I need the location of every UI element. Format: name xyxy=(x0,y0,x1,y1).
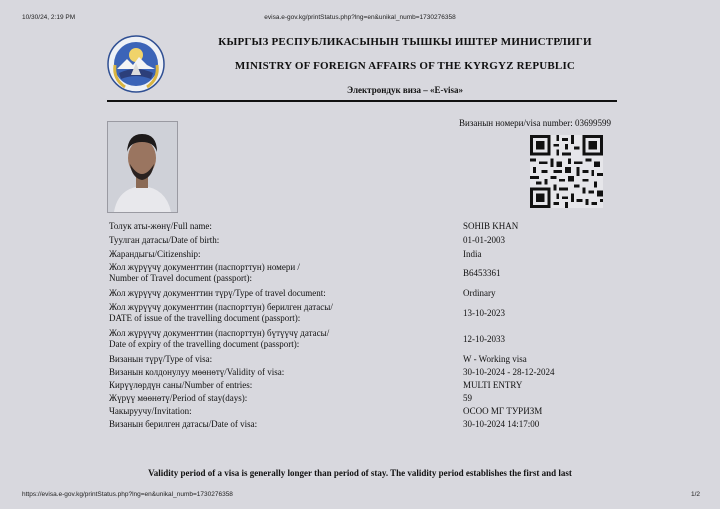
field-label: Жол жүрүүчү документтин түрү/Type of travel document: xyxy=(109,288,326,298)
field-label: Жол жүрүүчү документтин (паспорттун) бүтүүчү датасы/ xyxy=(109,328,330,338)
field-value: Ordinary xyxy=(463,288,496,298)
field-label: Визанын колдонулуу мөөнөтү/Validity of visa: xyxy=(109,367,285,377)
field-date-of-birth xyxy=(109,235,629,249)
print-header xyxy=(0,14,720,26)
field-value: 59 xyxy=(463,393,472,403)
field-label: Кирүүлөрдүн саны/Number of entries: xyxy=(109,380,253,390)
applicant-photo xyxy=(107,121,178,213)
field-invitation xyxy=(109,406,629,419)
field-label: Жол жүрүүчү документтин (паспорттун) номери / xyxy=(109,262,300,272)
field-visa-type xyxy=(109,354,629,367)
field-value: 13-10-2023 xyxy=(463,308,505,318)
field-value: 30-10-2024 14:17:00 xyxy=(463,419,540,429)
field-label: Толук аты-жөнү/Full name: xyxy=(109,221,212,231)
field-number-of-entries xyxy=(109,380,629,393)
ministry-title-kyrgyz: КЫРГЫЗ РЕСПУБЛИКАСЫНЫН ТЫШКЫ ИШТЕР МИНИСТРЛИГИ xyxy=(218,36,592,48)
field-passport-expiry-date xyxy=(109,328,629,354)
field-visa-validity xyxy=(109,367,629,380)
field-value: 12-10-2033 xyxy=(463,334,505,344)
field-label: Визанын берилген датасы/Date of visa: xyxy=(109,419,258,429)
validity-note: Validity period of a visa is generally longer than period of stay. The validity period establishes the first and last xyxy=(148,468,572,478)
field-label: Чакыруучу/Invitation: xyxy=(109,406,192,416)
field-period-of-stay xyxy=(109,393,629,406)
page-number: 1/2 xyxy=(690,491,700,498)
field-value: 01-01-2003 xyxy=(463,235,505,245)
field-value: W - Working visa xyxy=(463,354,527,364)
field-label-line2: Number of Travel document (passport): xyxy=(109,273,252,283)
print-footer-url: https://evisa.e-gov.kg/printStatus.php?lng=en&unikal_numb=1730276358 xyxy=(22,491,233,498)
field-citizenship xyxy=(109,249,629,262)
kyrgyz-emblem-icon xyxy=(107,35,165,93)
print-datetime: 10/30/24, 2:19 PM xyxy=(22,14,76,21)
field-label: Жол жүрүүчү документтин (паспорттун) берилген датасы/ xyxy=(109,302,333,312)
evisa-subtitle: Электрондук виза – «E-visa» xyxy=(346,85,464,95)
visa-details xyxy=(109,221,629,432)
visa-number: Визанын номери/visa number: 03699599 xyxy=(459,118,611,128)
field-label: Жүрүү мөөнөтү/Period of stay(days): xyxy=(109,393,248,403)
field-passport-number xyxy=(109,262,629,288)
field-value: B6453361 xyxy=(463,268,501,278)
print-url: evisa.e-gov.kg/printStatus.php?lng=en&unikal_numb=1730276358 xyxy=(264,14,456,21)
field-value: ОСОО МГ ТУРИЗМ xyxy=(463,406,543,416)
field-document-type xyxy=(109,288,629,302)
header-divider xyxy=(107,100,617,102)
print-footer xyxy=(0,491,720,503)
field-label-line2: DATE of issue of the travelling document (passport): xyxy=(109,313,301,323)
field-label: Жарандыгы/Citizenship: xyxy=(109,249,201,259)
ministry-title-english: MINISTRY OF FOREIGN AFFAIRS OF THE KYRGYZ REPUBLIC xyxy=(234,60,576,72)
qr-code-icon xyxy=(530,135,603,208)
field-label-line2: Date of expiry of the travelling document (passport): xyxy=(109,339,300,349)
field-value: SOHIB KHAN xyxy=(463,221,519,231)
field-value: MULTI ENTRY xyxy=(463,380,523,390)
field-value: India xyxy=(463,249,482,259)
field-visa-date xyxy=(109,419,629,432)
field-label: Визанын түрү/Type of visa: xyxy=(109,354,213,364)
field-full-name xyxy=(109,221,629,235)
field-passport-issue-date xyxy=(109,302,629,328)
field-label: Туулган датасы/Date of birth: xyxy=(109,235,220,245)
field-value: 30-10-2024 - 28-12-2024 xyxy=(463,367,555,377)
